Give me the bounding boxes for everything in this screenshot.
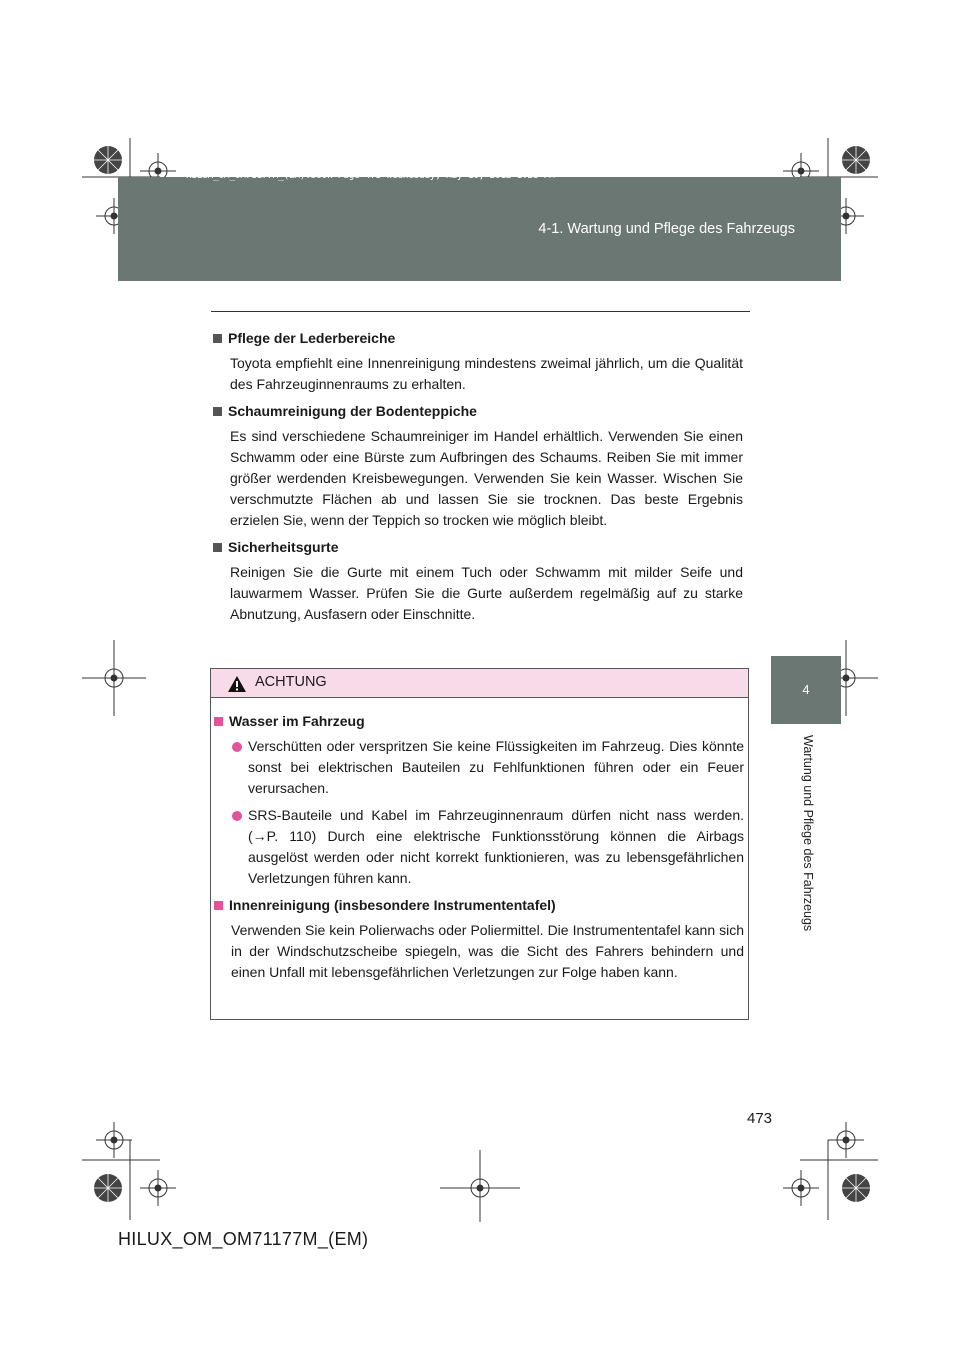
warning-label: ACHTUNG: [255, 674, 327, 690]
chapter-number: 4: [802, 682, 810, 697]
top-divider: [211, 311, 750, 312]
section-heading: Pflege der Lederbereiche: [213, 328, 743, 349]
round-bullet-icon: [232, 811, 242, 821]
section-header-title: 4-1. Wartung und Pflege des Fahrzeugs: [538, 221, 795, 237]
warning-bullet: SRS-Bauteile und Kabel im Fahrzeuginnenraum dürfen nicht nass werden. (→P. 110) Durch eine elektrische Funktionsstörung können die Airbags ausgelöst werden oder nicht korrekt funktionieren, was zu lebensgefährlichen Verletzungen führen kann.: [232, 805, 744, 889]
section-heading: Sicherheitsgurte: [213, 537, 743, 558]
section-paragraph: Reinigen Sie die Gurte mit einem Tuch oder Schwamm mit milder Seife und lauwarmem Wasser. Prüfen Sie die Gurte außerdem regelmäßig auf zu starke Abnutzung, Ausfasern oder Einschnitte.: [230, 564, 743, 622]
warning-header: [211, 669, 748, 698]
chapter-side-label: Wartung und Pflege des Fahrzeugs: [801, 735, 815, 932]
warning-heading: Wasser im Fahrzeug: [214, 711, 744, 732]
square-bullet-icon: [213, 543, 222, 552]
square-bullet-icon: [214, 717, 223, 726]
square-bullet-icon: [213, 334, 222, 343]
header-band: [118, 177, 841, 281]
warning-triangle-icon: [227, 675, 247, 693]
print-stamp: HILUX_OM_OM71177M_(EM).book Page 473 Wednesday, May 16, 2012 1:28 PM: [186, 170, 555, 181]
main-content: [213, 328, 743, 631]
warning-body: [214, 711, 744, 989]
square-bullet-icon: [214, 901, 223, 910]
section-paragraph: Toyota empfiehlt eine Innenreinigung mindestens zweimal jährlich, um die Qualität des Fahrzeuginnenraums zu erhalten.: [230, 355, 743, 392]
page-number: 473: [747, 1110, 773, 1127]
warning-box: [210, 668, 749, 1020]
round-bullet-icon: [232, 742, 242, 752]
warning-bullet: Verschütten oder verspritzen Sie keine Flüssigkeiten im Fahrzeug. Dies könnte sonst bei elektrischen Bauteilen zu Fehlfunktionen führen oder ein Feuer verursachen.: [232, 736, 744, 799]
warning-paragraph: Verwenden Sie kein Polierwachs oder Poliermittel. Die Instrumententafel kann sich in der Windschutzscheibe spiegeln, was die Sicht des Fahrers behindern und einen Unfall mit lebensgefährlichen Verletzungen zur Folge haben kann.: [231, 922, 744, 980]
section-heading: Schaumreinigung der Bodenteppiche: [213, 401, 743, 422]
square-bullet-icon: [213, 407, 222, 416]
warning-heading: Innenreinigung (insbesondere Instrumententafel): [214, 895, 744, 916]
chapter-tab[interactable]: [771, 656, 841, 724]
section-paragraph: Es sind verschiedene Schaumreiniger im Handel erhältlich. Verwenden Sie einen Schwamm oder eine Bürste zum Aufbringen des Schaums. Reiben Sie mit immer größer werdenden Kreisbewegungen. Verwenden Sie kein Wasser. Wischen Sie verschmutzte Flächen ab und lassen Sie sie trocknen. Das beste Ergebnis erzielen Sie, wenn der Teppich so trocken wie möglich bleibt.: [230, 428, 743, 528]
footer-document-code: HILUX_OM_OM71177M_(EM): [118, 1229, 369, 1249]
